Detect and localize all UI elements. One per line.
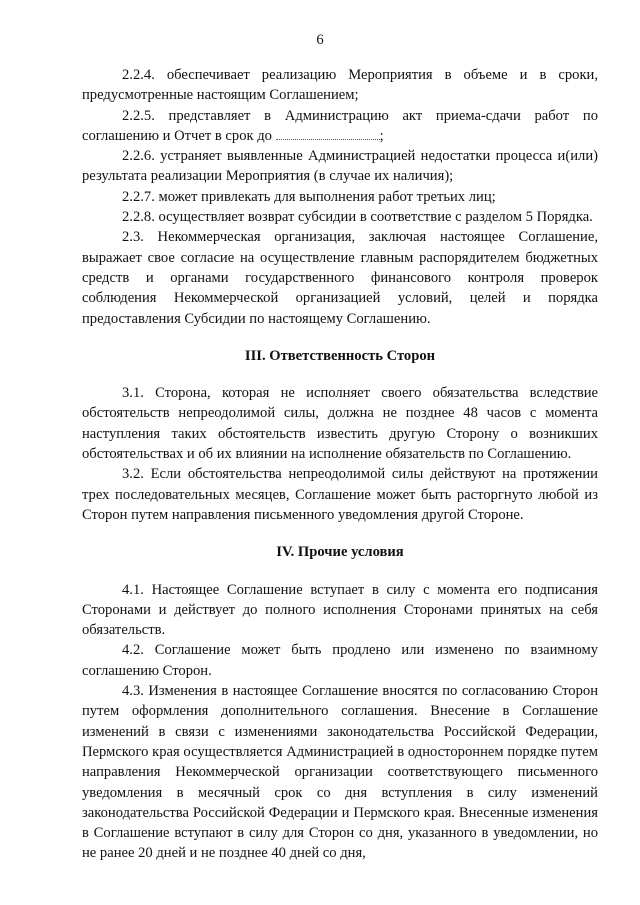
clause-2-2-5-text: 2.2.5. представляет в Администрацию акт приема-сдачи работ по соглашению и Отчет в срок до [82,107,598,144]
document-body [82,65,598,864]
clause-2-2-4: 2.2.4. обеспечивает реализацию Мероприятия в объеме и в сроки, предусмотренные настоящим Соглашением; [82,67,598,104]
clause-2-2-6: 2.2.6. устраняет выявленные Администрацией недостатки процесса и(или) результата реализации Мероприятия (в случае их наличия); [82,148,598,185]
section-4-heading: IV. Прочие условия [276,544,404,561]
clause-4-2: 4.2. Соглашение может быть продлено или изменено по взаимному соглашению Сторон. [82,642,598,679]
clause-2-2-5 [82,106,598,147]
clause-3-2: 3.2. Если обстоятельства непреодолимой силы действуют на протяжении трех последовательных месяцев, Соглашение может быть расторгнуто любой из Сторон путем направления письменного уведомления другой Стороне. [82,466,598,523]
clause-2-2-7: 2.2.7. может привлекать для выполнения работ третьих лиц; [122,188,496,205]
clause-2-2-5-end: ; [379,127,384,144]
page-number: 6 [316,32,324,48]
clause-4-3: 4.3. Изменения в настоящее Соглашение вносятся по согласованию Сторон путем оформления дополнительного соглашения. Внесение в Соглашение изменений в связи с изменениями законодательства Российской Федерации, Пермского края осуществляется Администрацией в одностороннем порядке путем направления Некоммерческой организации соответствующего письменного уведомления в месячный срок со дня вступления в силу изменений законодательства Российской Федерации и Пермского края. Внесенные изменения в Соглашение вступают в силу для Сторон со дня, указанного в уведомлении, но не ранее 20 дней и не позднее 40 дней со дня, [82,683,598,862]
clause-4-1: 4.1. Настоящее Соглашение вступает в силу с момента его подписания Сторонами и действует до полного исполнения Сторонами принятых на себя обязательств. [82,581,598,639]
deadline-blank-field [276,127,380,140]
clause-2-3: 2.3. Некоммерческая организация, заключая настоящее Соглашение, выражает свое согласие на осуществление главным распорядителем бюджетных средств и органами государственного финансового контроля проверок соблюдения Некоммерческой организацией условий, целей и порядка предоставления Субсидии по настоящему Соглашению. [82,229,598,327]
clause-3-1: 3.1. Сторона, которая не исполняет своего обязательства вследствие обстоятельств непреодолимой силы, должна не позднее 48 часов с момента наступления таких обстоятельств известить другую Сторону о возникших обстоятельствах и об их влиянии на исполнение обязательств по Соглашению. [82,385,598,463]
clause-2-2-8: 2.2.8. осуществляет возврат субсидии в соответствие с разделом 5 Порядка. [122,209,593,226]
section-3-heading: III. Ответственность Сторон [244,347,436,364]
